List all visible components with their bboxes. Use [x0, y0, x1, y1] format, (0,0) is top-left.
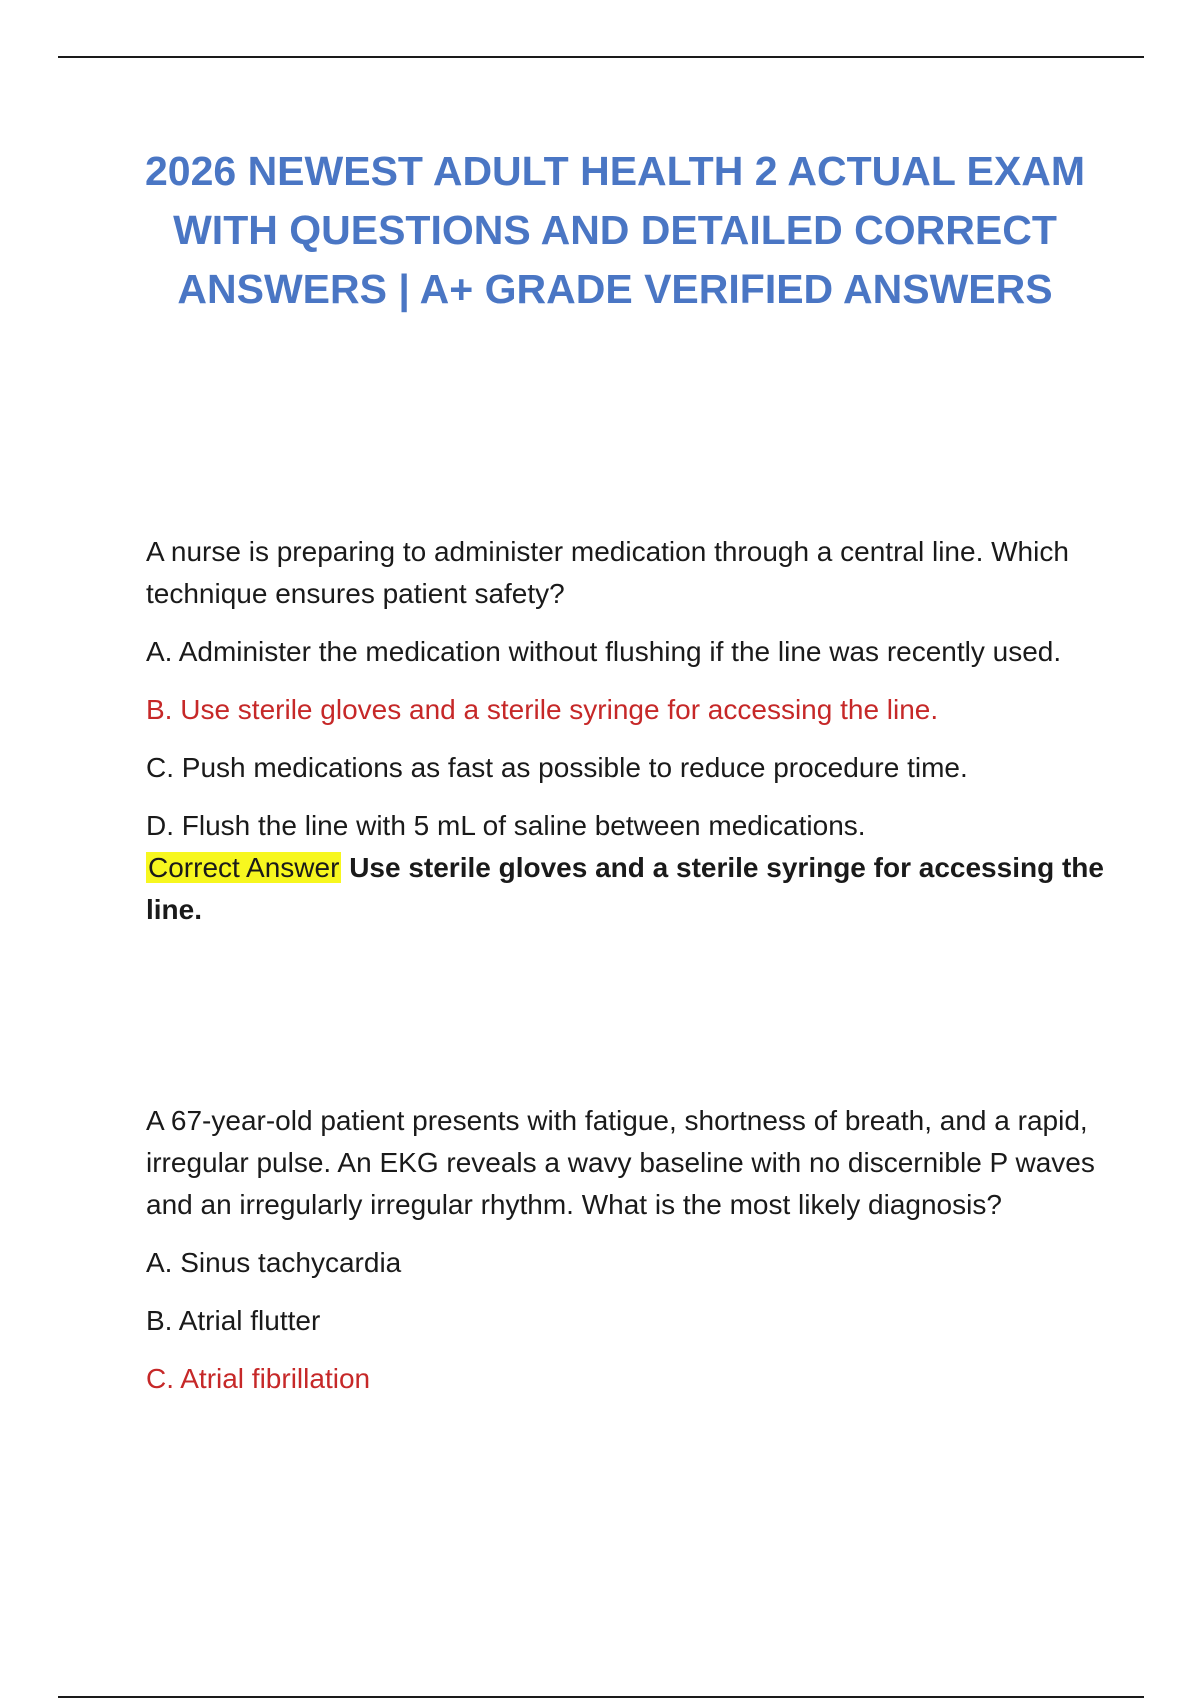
question-1-option-a: A. Administer the medication without flushing if the line was recently used.: [146, 636, 1062, 667]
question-2-stem: A 67-year-old patient presents with fatigue, shortness of breath, and a rapid, irregular pulse. An EKG reveals a wavy baseline with no discernible P waves and an irregularly irregular rhythm. What is the most likely diagnosis?: [146, 1105, 1095, 1220]
question-1-option-b-correct: B. Use sterile gloves and a sterile syringe for accessing the line.: [146, 694, 939, 725]
question-1-option-c: C. Push medications as fast as possible to reduce procedure time.: [146, 752, 968, 783]
document-title: 2026 NEWEST ADULT HEALTH 2 ACTUAL EXAM WITH QUESTIONS AND DETAILED CORRECT ANSWERS | A+ GRADE VERIFIED ANSWERS: [144, 148, 1086, 312]
bottom-divider: [58, 1696, 1144, 1698]
top-divider: [58, 56, 1144, 58]
question-2-option-c-correct: C. Atrial fibrillation: [146, 1363, 371, 1394]
question-1-answer: [146, 847, 1106, 931]
question-1-option-d: D. Flush the line with 5 mL of saline between medications.: [146, 810, 866, 841]
correct-answer-text: Use sterile gloves and a sterile syringe for accessing the line.: [146, 852, 1104, 925]
question-1-stem: A nurse is preparing to administer medication through a central line. Which technique ensures patient safety?: [146, 536, 1069, 609]
question-2: [146, 1100, 1106, 1416]
question-1: [146, 531, 1106, 931]
correct-answer-label: Correct Answer: [148, 852, 340, 883]
question-2-option-a: A. Sinus tachycardia: [146, 1247, 402, 1278]
question-2-option-b: B. Atrial flutter: [146, 1305, 321, 1336]
